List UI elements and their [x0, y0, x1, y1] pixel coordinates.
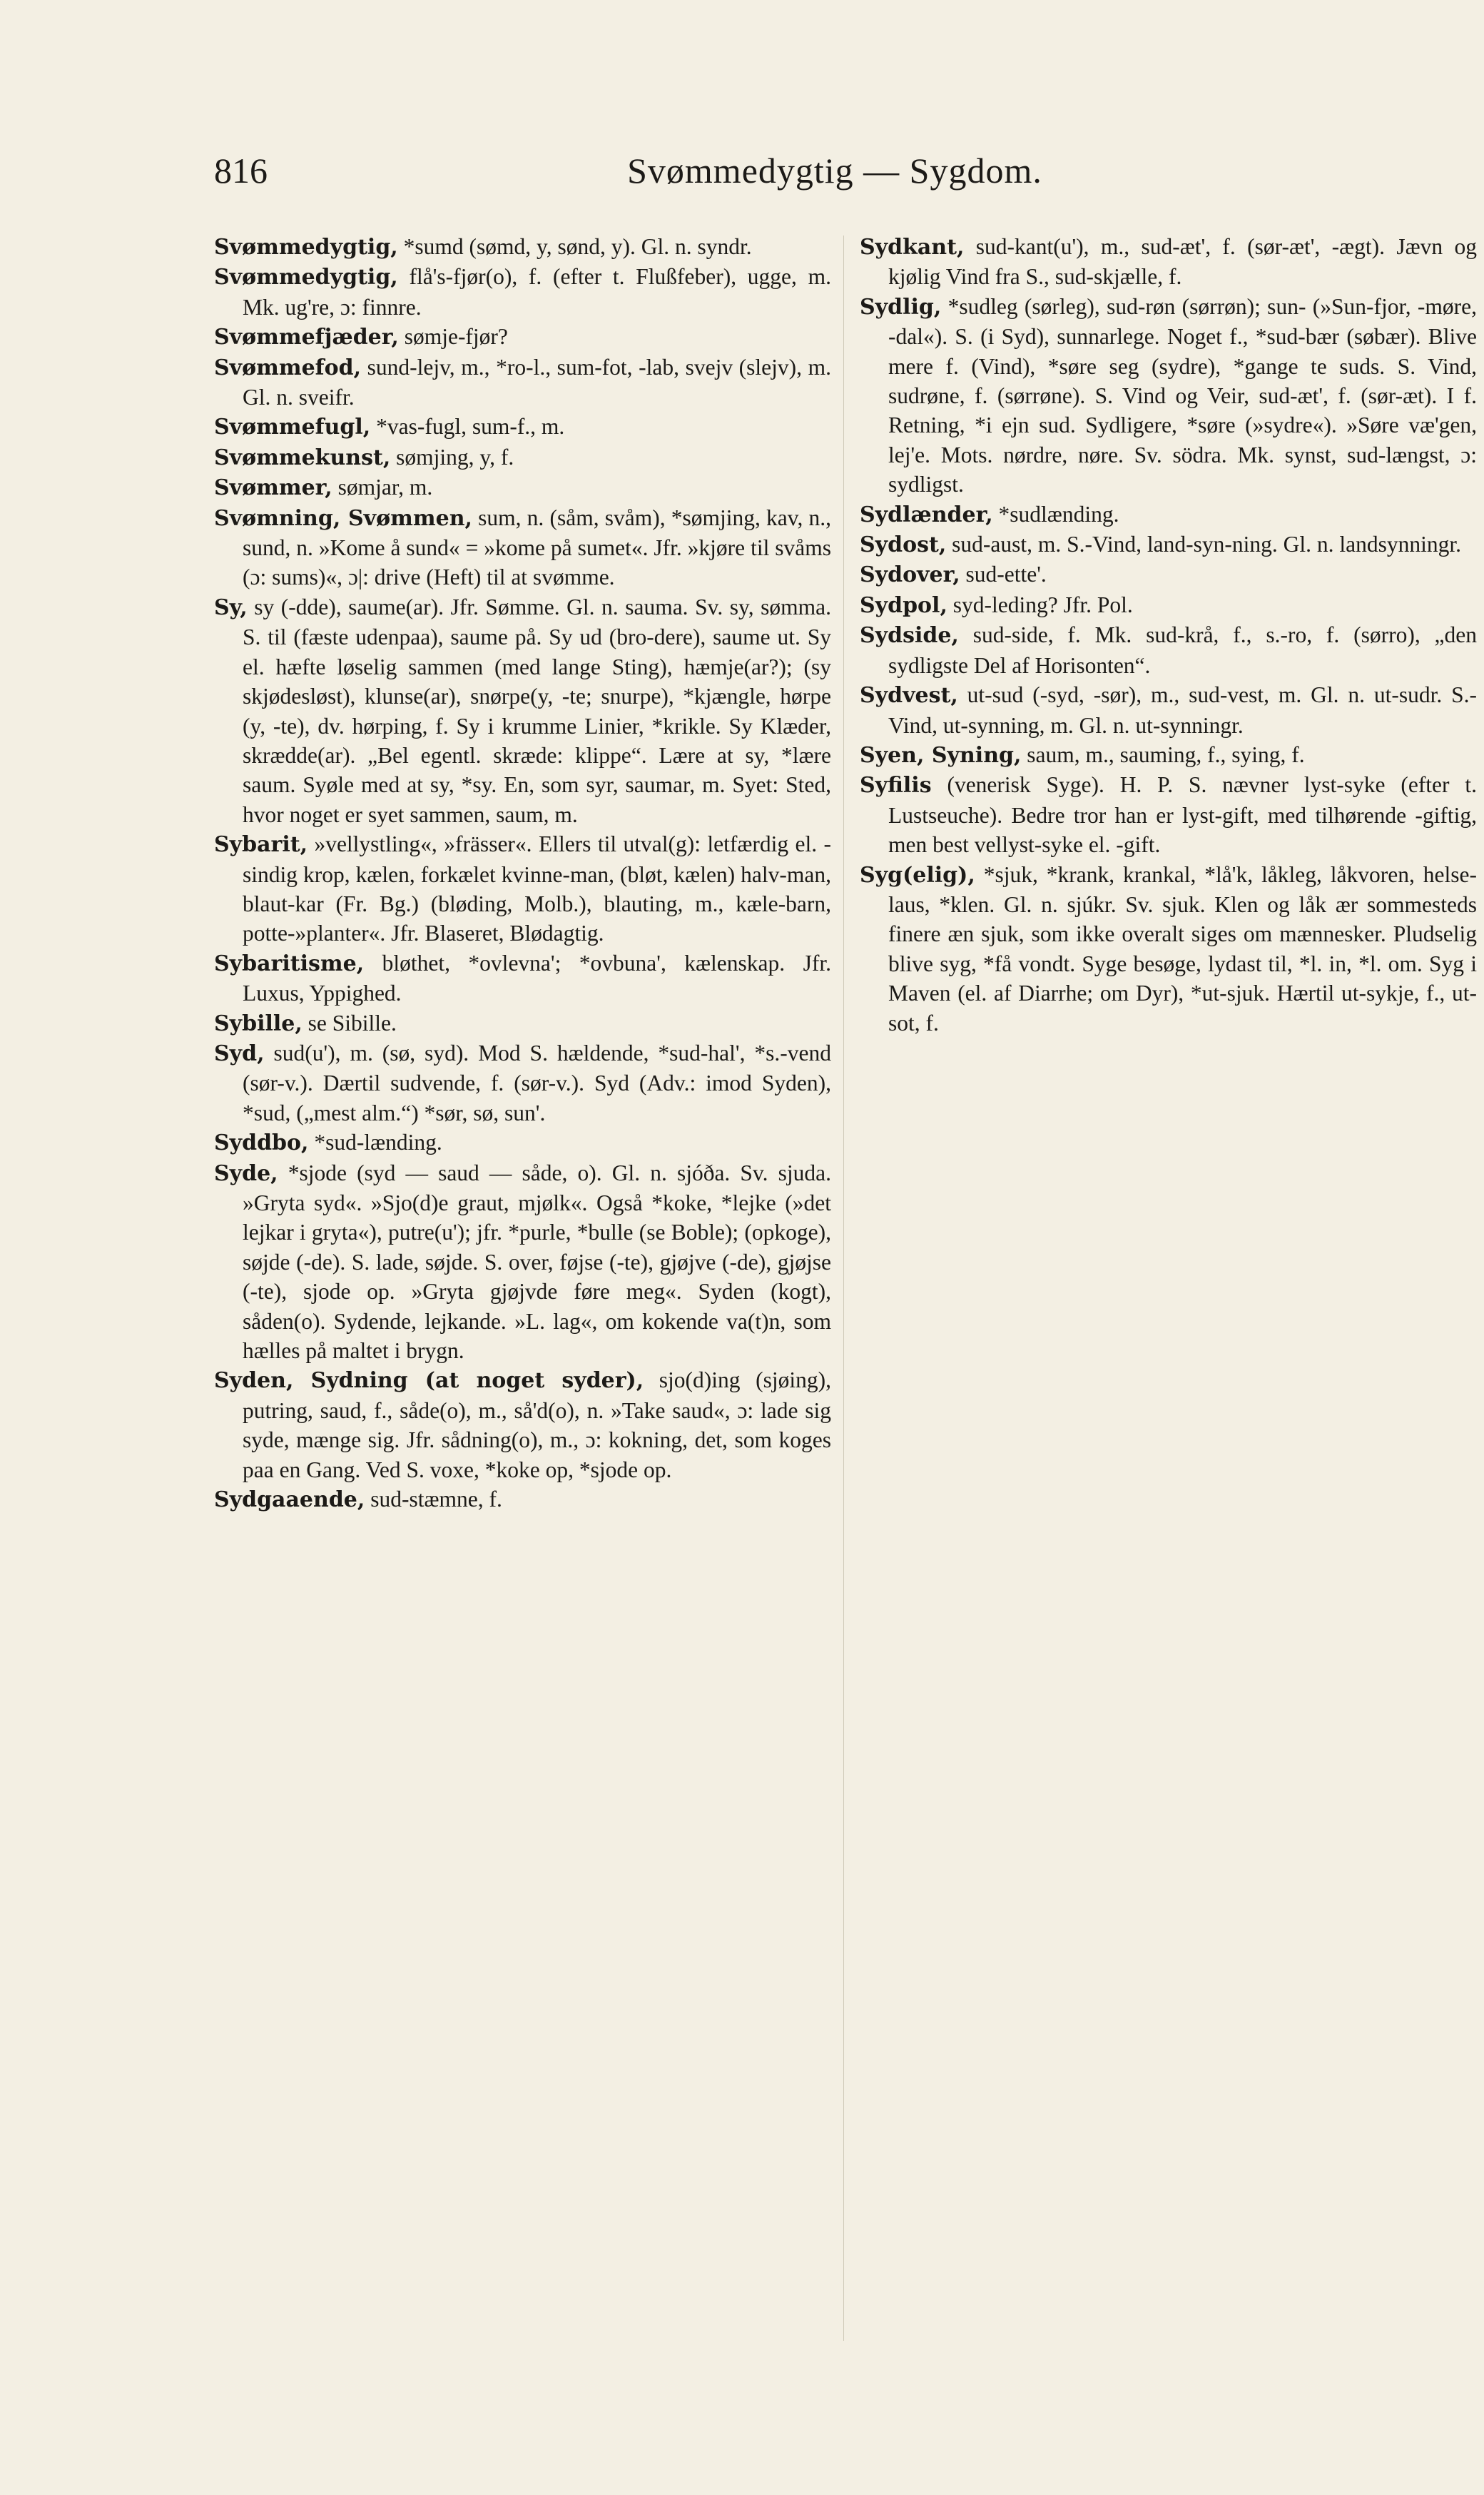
- dictionary-entry: [860, 500, 1477, 530]
- entry-definition: (venerisk Syge). H. P. S. nævner lyst-syke (efter t. Lustseuche). Bedre tror han er lyst-gift, med tilhørende -giftig, men best vellyst-syke el. -gift.: [888, 772, 1477, 858]
- entry-definition: *sudleg (sørleg), sud-røn (sørrøn); sun- (»Sun-fjor, -møre, -dal«). S. (i Syd), sunnarlege. Noget f., *sud-bær (søbær). Blive mere f. (Vind), *søre seg (sydre), *gange te suds. S. Vind, sudrøne, f. (sørrøne). S. Vind og Veir, sud-æt', f. (sør-æt). I f. Retning, *i ejn sud. Sydligere, *søre (»sydre«). »Søre væ'gen, lej'e. Mots. nørdre, nøre. Sv. södra. Mk. synst, sud-længst, ɔ: sydligst.: [888, 293, 1478, 497]
- entry-definition: sud-aust, m. S.-Vind, land-syn-ning. Gl. n. landsynningr.: [952, 532, 1461, 557]
- entry-definition: bløthet, *ovlevna'; *ovbuna', kælenskap. Jfr. Luxus, Yppighed.: [243, 950, 831, 1006]
- entry-headword: Svømmer,: [214, 475, 332, 501]
- right-column: [860, 232, 1477, 1038]
- dictionary-entry: [214, 592, 831, 829]
- entry-definition: *sumd (sømd, y, sønd, y). Gl. n. syndr.: [403, 234, 752, 259]
- dictionary-entry: [214, 232, 831, 262]
- dictionary-entry: [860, 530, 1477, 560]
- entry-definition: sømjar, m.: [337, 475, 433, 500]
- entry-definition: *sjuk, *krank, krankal, *lå'k, låkleg, låkvoren, helse-laus, *klen. Gl. n. sjúkr. Sv. sjuk. Klen og låk ær sommesteds finere æn sjuk, som ikke overalt siges om mænnesker. Pludselig blive syg, *få vondt. Syge besøge, lydast til, *l. in, *l. om. Syg i Maven (el. af Diarrhe; om Dyr), *ut-sjuk. Hærtil ut-sykje, f., ut-sot, f.: [888, 861, 1478, 1036]
- entry-headword: Sy,: [214, 594, 248, 620]
- entry-headword: Svømmefjæder,: [214, 325, 399, 350]
- entry-definition: *sudlænding.: [998, 501, 1119, 527]
- entry-headword: Sydover,: [860, 562, 960, 588]
- entry-definition: *vas-fugl, sum-f., m.: [376, 414, 565, 440]
- entry-headword: Svømmekunst,: [214, 445, 391, 470]
- entry-headword: Sydkant,: [860, 235, 965, 260]
- entry-headword: Sydlig,: [860, 294, 942, 320]
- entry-definition: sum, n. (såm, svåm), *sømjing, kav, n., sund, n. »Kome å sund« = »kome på sumet«. Jfr. »kjøre til svåms (ɔ: sums)«, ɔ|: drive (Heft) til at svømme.: [243, 505, 832, 590]
- entry-headword: Syden, Sydning (at noget syder),: [214, 1368, 644, 1394]
- entry-definition: sud-stæmne, f.: [370, 1487, 502, 1512]
- dictionary-entry: [214, 1038, 831, 1128]
- dictionary-entry: [860, 620, 1477, 680]
- page-header: [214, 150, 1455, 200]
- entry-definition: sy (-dde), saume(ar). Jfr. Sømme. Gl. n. sauma. Sv. sy, sømma. S. til (fæste udenpaa), saume på. Sy ud (bro-dere), saume ut. Sy el. hæfte løselig sammen (med lange Sting), hæmje(ar?); (sy skjødesløst), klunse(ar), snørpe(y, -te; snurpe), *kjængle, hørpe (y, -te), dv. hørping, f. Sy i krumme Linier, *krikle. Sy Klæder, skrædde(ar). „Bel egentl. skræde: klippe“. Lære at sy, *lære saum. Syøle med at sy, *sy. En, som syr, saumar, m. Syet: Sted, hvor noget er syet sammen, saum, m.: [243, 594, 832, 827]
- entry-definition: sund-lejv, m., *ro-l., sum-fot, -lab, svejv (slejv), m. Gl. n. sveifr.: [243, 354, 831, 410]
- entry-definition: sud-ette'.: [965, 562, 1047, 587]
- entry-definition: sud-side, f. Mk. sud-krå, f., s.-ro, f. (sørro), „den sydligste Del af Horisonten“.: [888, 622, 1478, 678]
- dictionary-entry: [214, 262, 831, 322]
- dictionary-entry: [860, 590, 1477, 620]
- entry-headword: Svømmedygtig,: [214, 235, 398, 260]
- dictionary-entry: [860, 680, 1477, 740]
- entry-definition: se Sibille.: [308, 1010, 397, 1036]
- entry-headword: Svømmedygtig,: [214, 265, 398, 290]
- dictionary-entry: [214, 1128, 831, 1158]
- entry-headword: Sydgaaende,: [214, 1487, 365, 1513]
- entry-headword: Svømmefod,: [214, 355, 362, 380]
- dictionary-entry: [860, 292, 1477, 500]
- dictionary-entry: [214, 829, 831, 948]
- entry-definition: sømjing, y, f.: [396, 444, 514, 470]
- dictionary-entry: [860, 770, 1477, 859]
- entry-definition: sud(u'), m. (sø, syd). Mod S. hældende, *sud-hal', *s.-vend (sør-v.). Dærtil sudvende, f. (sør-v.). Syd (Adv.: imod Syden), *sud, („mest alm.“) *sør, sø, sun'.: [243, 1040, 831, 1125]
- entry-definition: sud-kant(u'), m., sud-æt', f. (sør-æt', -ægt). Jævn og kjølig Vind fra S., sud-skjælle, f.: [888, 234, 1478, 290]
- entry-headword: Syd,: [214, 1041, 265, 1066]
- entry-definition: syd-leding? Jfr. Pol.: [952, 592, 1133, 617]
- entry-definition: »vellystling«, »frässer«. Ellers til utval(g): letfærdig el. -sindig krop, kælen, forkælet kvinne-man, (bløt, kælen) halv-man, blaut-kar (Fr. Bg.) (bløding, Molb.), blauting, m., kæle-barn, potte-»planter«. Jfr. Blaseret, Blødagtig.: [243, 831, 832, 946]
- entry-headword: Syddbo,: [214, 1130, 309, 1156]
- entry-definition: *sud-lænding.: [314, 1130, 442, 1155]
- entry-headword: Sydside,: [860, 623, 959, 649]
- entry-definition: sømje-fjør?: [404, 324, 508, 350]
- entry-headword: Sybaritisme,: [214, 951, 365, 976]
- dictionary-entry: [214, 1365, 831, 1484]
- dictionary-entry: [214, 1158, 831, 1366]
- page-number: 816: [214, 151, 268, 191]
- entry-definition: flå's-fjør(o), f. (efter t. Flußfeber), ugge, m. Mk. ug're, ɔ: finnre.: [243, 264, 831, 320]
- dictionary-entry: [860, 860, 1477, 1038]
- entry-headword: Sydlænder,: [860, 502, 993, 527]
- left-column: [214, 232, 831, 1514]
- entry-headword: Sybarit,: [214, 832, 308, 858]
- entry-headword: Svømmefugl,: [214, 415, 371, 440]
- entry-headword: Svømning, Svømmen,: [214, 505, 472, 531]
- dictionary-entry: [214, 472, 831, 502]
- entry-definition: sjo(d)ing (sjøing), putring, saud, f., såde(o), m., så'd(o), n. »Take saud«, ɔ: lade sig syde, mænge sig. Jfr. sådning(o), m., ɔ: kokning, det, som koges paa en Gang. Ved S. voxe, *koke op, *sjode op.: [243, 1367, 831, 1482]
- dictionary-entry: [214, 322, 831, 352]
- dictionary-entry: [214, 1484, 831, 1514]
- dictionary-entry: [860, 232, 1477, 292]
- dictionary-entry: [860, 740, 1477, 770]
- entry-headword: Sydpol,: [860, 592, 947, 618]
- dictionary-entry: [214, 353, 831, 413]
- dictionary-entry: [214, 412, 831, 442]
- dictionary-entry: [214, 948, 831, 1008]
- entry-definition: ut-sud (-syd, -sør), m., sud-vest, m. Gl. n. ut-sudr. S.-Vind, ut-synning, m. Gl. n. ut-synningr.: [888, 682, 1477, 738]
- entry-headword: Sydvest,: [860, 683, 958, 709]
- column-divider: [843, 236, 844, 2341]
- dictionary-entry: [214, 1008, 831, 1038]
- dictionary-entry: [214, 503, 831, 592]
- dictionary-entry: [860, 560, 1477, 589]
- entry-headword: Syen, Syning,: [860, 742, 1022, 768]
- dictionary-entry: [214, 442, 831, 472]
- entry-definition: *sjode (syd — saud — såde, o). Gl. n. sjóða. Sv. sjuda. »Gryta syd«. »Sjo(d)e graut, mjølk«. Også *koke, *lejke (»det lejkar i gryta«), putre(u'); jfr. *purle, *bulle (se Boble); (opkoge), søjde (-de). S. lade, søjde. S. over, føjse (-te), gjøjve (-de), gjøjse (-te), sjode op. »Gryta gjøjvde føre meg«. Syden (kogt), såden(o). Sydende, lejkande. »L. lag«, om kokende va(t)n, som hælles på maltet i brygn.: [243, 1160, 832, 1364]
- running-head-title: Svømmedygtig — Sygdom.: [627, 151, 1042, 191]
- entry-headword: Sydost,: [860, 532, 947, 558]
- entry-headword: Syde,: [214, 1160, 278, 1186]
- entry-definition: saum, m., sauming, f., sying, f.: [1027, 742, 1305, 767]
- entry-headword: Syfilis: [860, 773, 932, 799]
- entry-headword: Sybille,: [214, 1011, 303, 1036]
- entry-headword: Syg(elig),: [860, 862, 975, 888]
